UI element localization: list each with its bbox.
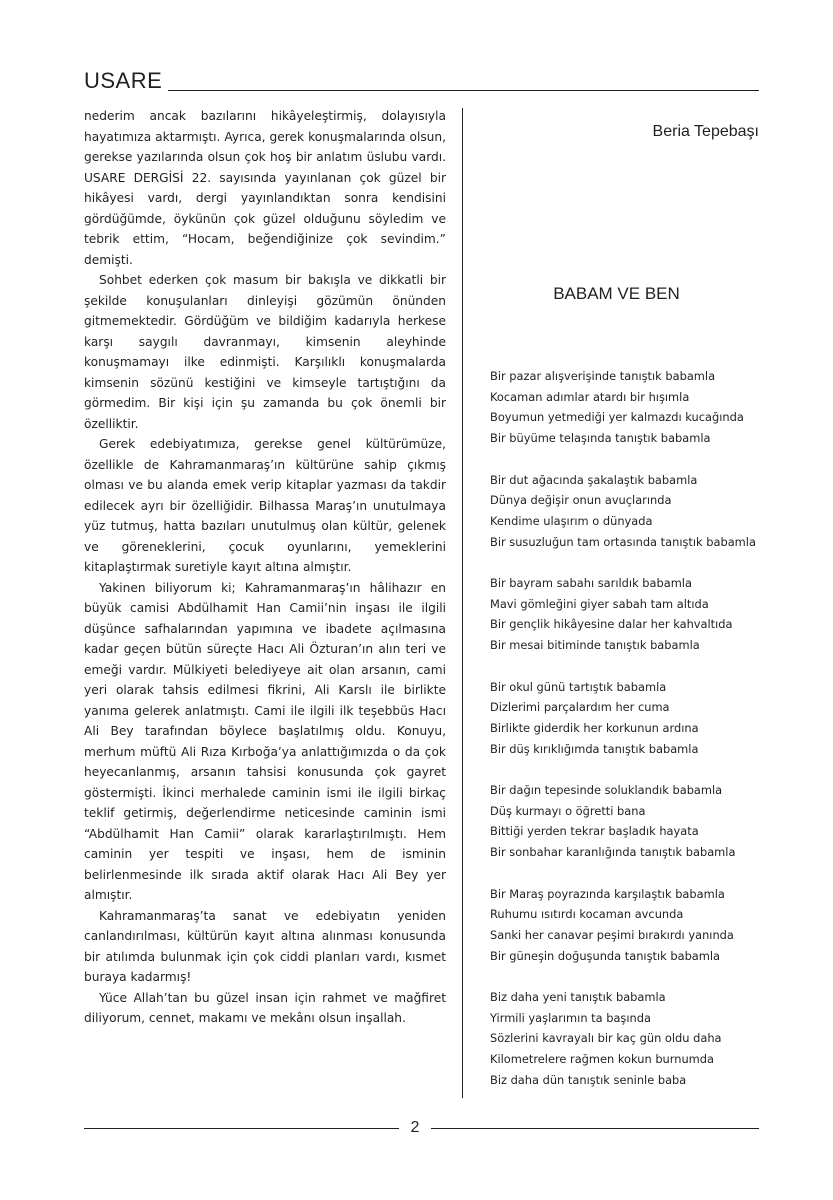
poem-line: Birlikte giderdik her korkunun ardına [490, 720, 699, 735]
poem-line: Bir büyüme telaşında tanıştık babamla [490, 431, 711, 446]
poem-line: Bir pazar alışverişinde tanıştık babamla [490, 369, 716, 383]
article-paragraph: Yakinen biliyorum ki; Kahramanmaraş’ın hâlihazır en büyük camisi Abdülhamit Han Camii’nin inşası ile ilgili düşünce safhalarından yapımına ve ibadete açılmasına kadar geçen bütün süreçte Hacı Ali Özturan’ın alın teri ve emeği vardır. Mülkiyeti belediyeye ait olan arsanın, cami yeri olarak tahsis edilmesi fikrini, Ali Karslı ile birlikte yanıma gelerek anlatmıştı. Cami ile ilgili ilk teşebbüs Hacı Ali Bey tarafından böylece başlatılmış oldu. Konuyu, merhum müftü Ali Rıza Kırboğa’ya anlattığımızda o da çok heyecanlanmış, arsanın tahsisi konusunda çok gayret göstermişti. İkinci merhalede caminin ismi ile ilgili birkaç teklif getirmiş, değerlendirme neticesinde caminin ismi “Abdülhamit Han Camii” olarak kararlaştırılmıştı. Hem caminin yer tespiti ve inşası, hem de isminin belirlenmesinde ilk sırada aktif olarak Hacı Ali Bey yer almıştır. [84, 580, 446, 902]
poem-line: Mavi gömleğini giyer sabah tam altıda [490, 596, 709, 611]
poem-stanza [490, 987, 780, 1091]
poem-stanza [490, 677, 780, 760]
poem-line: Ruhumu ısıtırdı kocaman avcunda [490, 907, 684, 922]
article-paragraph: nederim ancak bazılarını hikâyeleştirmiş, dolayısıyla hayatımıza aktarmıştı. Ayrıca, gerek konuşmalarında olsun, gerekse yazılarında olsun çok hoş bir anlatım üslubu vardı. USARE DERGİSİ 22. sayısında yayınlanan çok güzel bir hikâyesi vardı, dergi yayınlandıktan sonra kendisini gördüğümde, öykünün çok güzel olduğunu söyledim ve tebrik ettim, “Hocam, beğendiğinize çok sevindim.” demişti. [84, 109, 446, 267]
page-footer [84, 1118, 759, 1138]
column-divider [462, 108, 463, 1098]
article-paragraph: Yüce Allah’tan bu güzel insan için rahmet ve mağfiret diliyorum, cennet, makamı ve mekânı olsun inşallah. [84, 990, 446, 1025]
poem-line: Yirmili yaşlarımın ta başında [490, 1010, 651, 1025]
footer-rule-left [84, 1128, 399, 1129]
article-column [84, 106, 446, 1029]
poem-line: Bir gençlik hikâyesine dalar her kahvaltıda [490, 617, 733, 632]
poem-line: Bir Maraş poyrazında karşılaştık babamla [490, 886, 725, 901]
poem-stanza [490, 573, 780, 656]
poem-line: Düş kurmayı o öğretti bana [490, 803, 646, 818]
poem-line: Biz daha dün tanıştık seninle baba [490, 1072, 687, 1087]
header-rule [168, 90, 759, 91]
magazine-brand: USARE [84, 68, 163, 93]
article-paragraph: Sohbet ederken çok masum bir bakışla ve dikkatli bir şekilde konuşulanları dinleyişi gözümün önünden gitmemektedir. Gördüğüm ve bildiğim kadarıyla herkese karşı saygılı davranmayı, kimsenin aleyhinde konuşmamayı ilke edinmişti. Karşılıklı konuşmalarda kimsenin sözünü kestiğini ve kimseyle tartıştığını da görmedim. Bir kişi için şu zamanda bu çok önemli bir özelliktir. [84, 273, 446, 431]
poem-line: Biz daha yeni tanıştık babamla [490, 990, 666, 1004]
poem-stanza [490, 884, 780, 967]
article-paragraph: Gerek edebiyatımıza, gerekse genel kültürümüze, özellikle de Kahramanmaraş’ın kültürüne sahip çıkmış olması ve bu alanda emek verip kitaplar yazması da takdir edilecek ayrı bir özelliğidir. Bilhassa Maraş’ın unutulmaya yüz tutmuş, hatta bazıları unutulmuş olan kültür, gelenek ve göreneklerini, çocuk oyunlarını, yemeklerini kitaplaştırmak suretiyle kayıt altına almıştır. [84, 437, 446, 574]
poem-stanza [490, 366, 780, 449]
poem-line: Bittiği yerden tekrar başladık hayata [490, 824, 699, 839]
poem-line: Bir güneşin doğuşunda tanıştık babamla [490, 948, 721, 963]
poem-line: Kilometrelere rağmen kokun burnumda [490, 1052, 714, 1067]
poem-line: Boyumun yetmediği yer kalmazdı kucağında [490, 410, 744, 425]
poem-title: BABAM VE BEN [553, 284, 680, 303]
page-number: 2 [410, 1119, 420, 1136]
poem-line: Bir susuzluğun tam ortasında tanıştık babamla [490, 534, 756, 549]
poem-line: Dizlerimi parçalardım her cuma [490, 700, 670, 715]
poem-line: Bir dağın tepesinde soluklandık babamla [490, 783, 723, 797]
page-header [84, 68, 759, 96]
poem-line: Bir düş kırıklığımda tanıştık babamla [490, 741, 699, 756]
poem-stanza [490, 780, 780, 863]
poem-line: Bir dut ağacında şakalaştık babamla [490, 472, 698, 487]
poem-line: Dünya değişir onun avuçlarında [490, 493, 672, 508]
poem-line: Sözlerini kavrayalı bir kaç gün oldu daha [490, 1031, 722, 1046]
poem-line: Kendime ulaşırım o dünyada [490, 513, 653, 528]
article-paragraph: Kahramanmaraş’ta sanat ve edebiyatın yeniden canlandırılması, kültürün kayıt altına alınması konusunda bir atılımda bulunmak için çok ciddi planları vardı, kısmet buraya kadarmış! [84, 908, 446, 984]
poem-line: Kocaman adımlar atardı bir hışımla [490, 389, 690, 404]
poem-line: Sanki her canavar peşimi bırakırdı yanında [490, 927, 734, 942]
poem-line: Bir mesai bitiminde tanıştık babamla [490, 638, 700, 653]
footer-rule-right [431, 1128, 759, 1129]
poem-line: Bir sonbahar karanlığında tanıştık babamla [490, 845, 736, 860]
poem-author: Beria Tepebaşı [652, 123, 759, 140]
poem-stanza [490, 470, 780, 553]
poem-line: Bir bayram sabahı sarıldık babamla [490, 576, 692, 590]
poem-body [490, 366, 780, 1111]
poem-line: Bir okul günü tartıştık babamla [490, 679, 667, 694]
